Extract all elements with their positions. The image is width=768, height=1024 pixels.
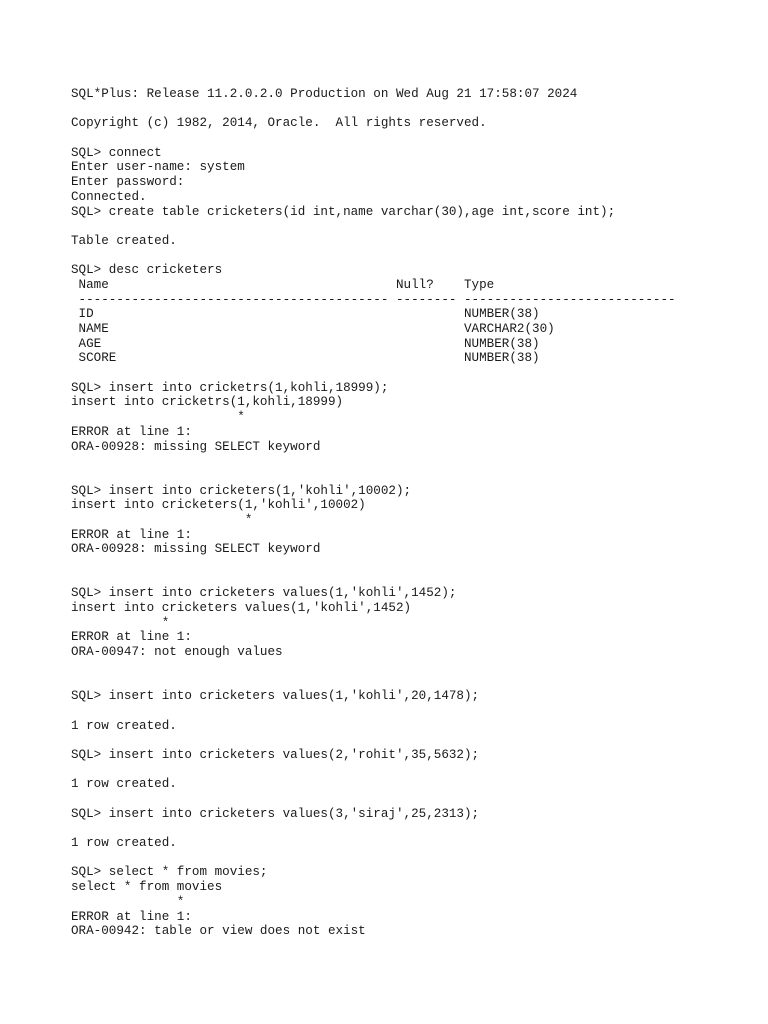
- error-line: ERROR at line 1:: [71, 909, 192, 924]
- blank-line: [71, 851, 751, 866]
- blank-line: [71, 733, 751, 748]
- error-marker-line: *: [71, 410, 245, 425]
- blank-line: [71, 454, 751, 469]
- desc-separator-line: ----------------------------------------- -------- ----------------------------: [71, 292, 676, 307]
- output-line: Table created.: [71, 233, 177, 248]
- blank-line: [71, 675, 751, 690]
- error-marker-line: *: [71, 615, 170, 630]
- command-line: SQL> insert into cricketrs(1,kohli,18999);: [71, 380, 389, 395]
- command-line: SQL> connect: [71, 145, 162, 160]
- error-line: ORA-00928: missing SELECT keyword: [71, 439, 321, 454]
- command-line: SQL> create table cricketers(id int,name varchar(30),age int,score int);: [71, 204, 616, 219]
- echo-line: insert into cricketers(1,'kohli',10002): [71, 498, 366, 513]
- desc-row: NAME VARCHAR2(30): [71, 322, 555, 336]
- desc-row: ID NUMBER(38): [71, 307, 540, 322]
- error-line: ERROR at line 1:: [71, 630, 192, 645]
- blank-line: [71, 102, 751, 117]
- output-line: 1 row created.: [71, 718, 177, 733]
- blank-line: [71, 219, 751, 234]
- command-line: SQL> desc cricketers: [71, 263, 223, 278]
- error-line: ORA-00942: table or view does not exist: [71, 924, 366, 939]
- blank-line: [71, 763, 751, 778]
- echo-line: insert into cricketers values(1,'kohli',1452): [71, 601, 412, 616]
- copyright-line: Copyright (c) 1982, 2014, Oracle. All rights reserved.: [71, 116, 487, 131]
- blank-line: [71, 660, 751, 675]
- blank-line: [71, 557, 751, 572]
- output-line: Enter user-name: system: [71, 160, 245, 175]
- blank-line: [71, 469, 751, 484]
- blank-line: [71, 131, 751, 146]
- blank-line: [71, 704, 751, 719]
- command-line: SQL> insert into cricketers(1,'kohli',10002);: [71, 483, 412, 498]
- command-line: SQL> insert into cricketers values(1,'kohli',1452);: [71, 586, 457, 601]
- output-line: Enter password:: [71, 175, 185, 190]
- banner-line: SQL*Plus: Release 11.2.0.2.0 Production on Wed Aug 21 17:58:07 2024: [71, 87, 578, 101]
- error-line: ERROR at line 1:: [71, 527, 192, 542]
- error-line: ORA-00928: missing SELECT keyword: [71, 542, 321, 557]
- command-line: SQL> insert into cricketers values(3,'siraj',25,2313);: [71, 806, 480, 821]
- output-line: Connected.: [71, 189, 147, 204]
- command-line: SQL> insert into cricketers values(2,'rohit',35,5632);: [71, 747, 480, 762]
- error-marker-line: *: [71, 512, 253, 527]
- command-line: SQL> insert into cricketers values(1,'kohli',20,1478);: [71, 689, 480, 704]
- blank-line: [71, 366, 751, 381]
- sqlplus-transcript: [71, 87, 751, 939]
- blank-line: [71, 249, 751, 264]
- echo-line: select * from movies: [71, 880, 223, 895]
- desc-row: SCORE NUMBER(38): [71, 351, 540, 366]
- error-line: ORA-00947: not enough values: [71, 645, 283, 660]
- error-line: ERROR at line 1:: [71, 424, 192, 439]
- output-line: 1 row created.: [71, 836, 177, 851]
- blank-line: [71, 572, 751, 587]
- command-line: SQL> select * from movies;: [71, 865, 268, 880]
- blank-line: [71, 821, 751, 836]
- echo-line: insert into cricketrs(1,kohli,18999): [71, 395, 344, 410]
- error-marker-line: *: [71, 894, 185, 909]
- desc-header-line: Name Null? Type: [71, 277, 495, 292]
- output-line: 1 row created.: [71, 777, 177, 792]
- blank-line: [71, 792, 751, 807]
- desc-row: AGE NUMBER(38): [71, 336, 540, 351]
